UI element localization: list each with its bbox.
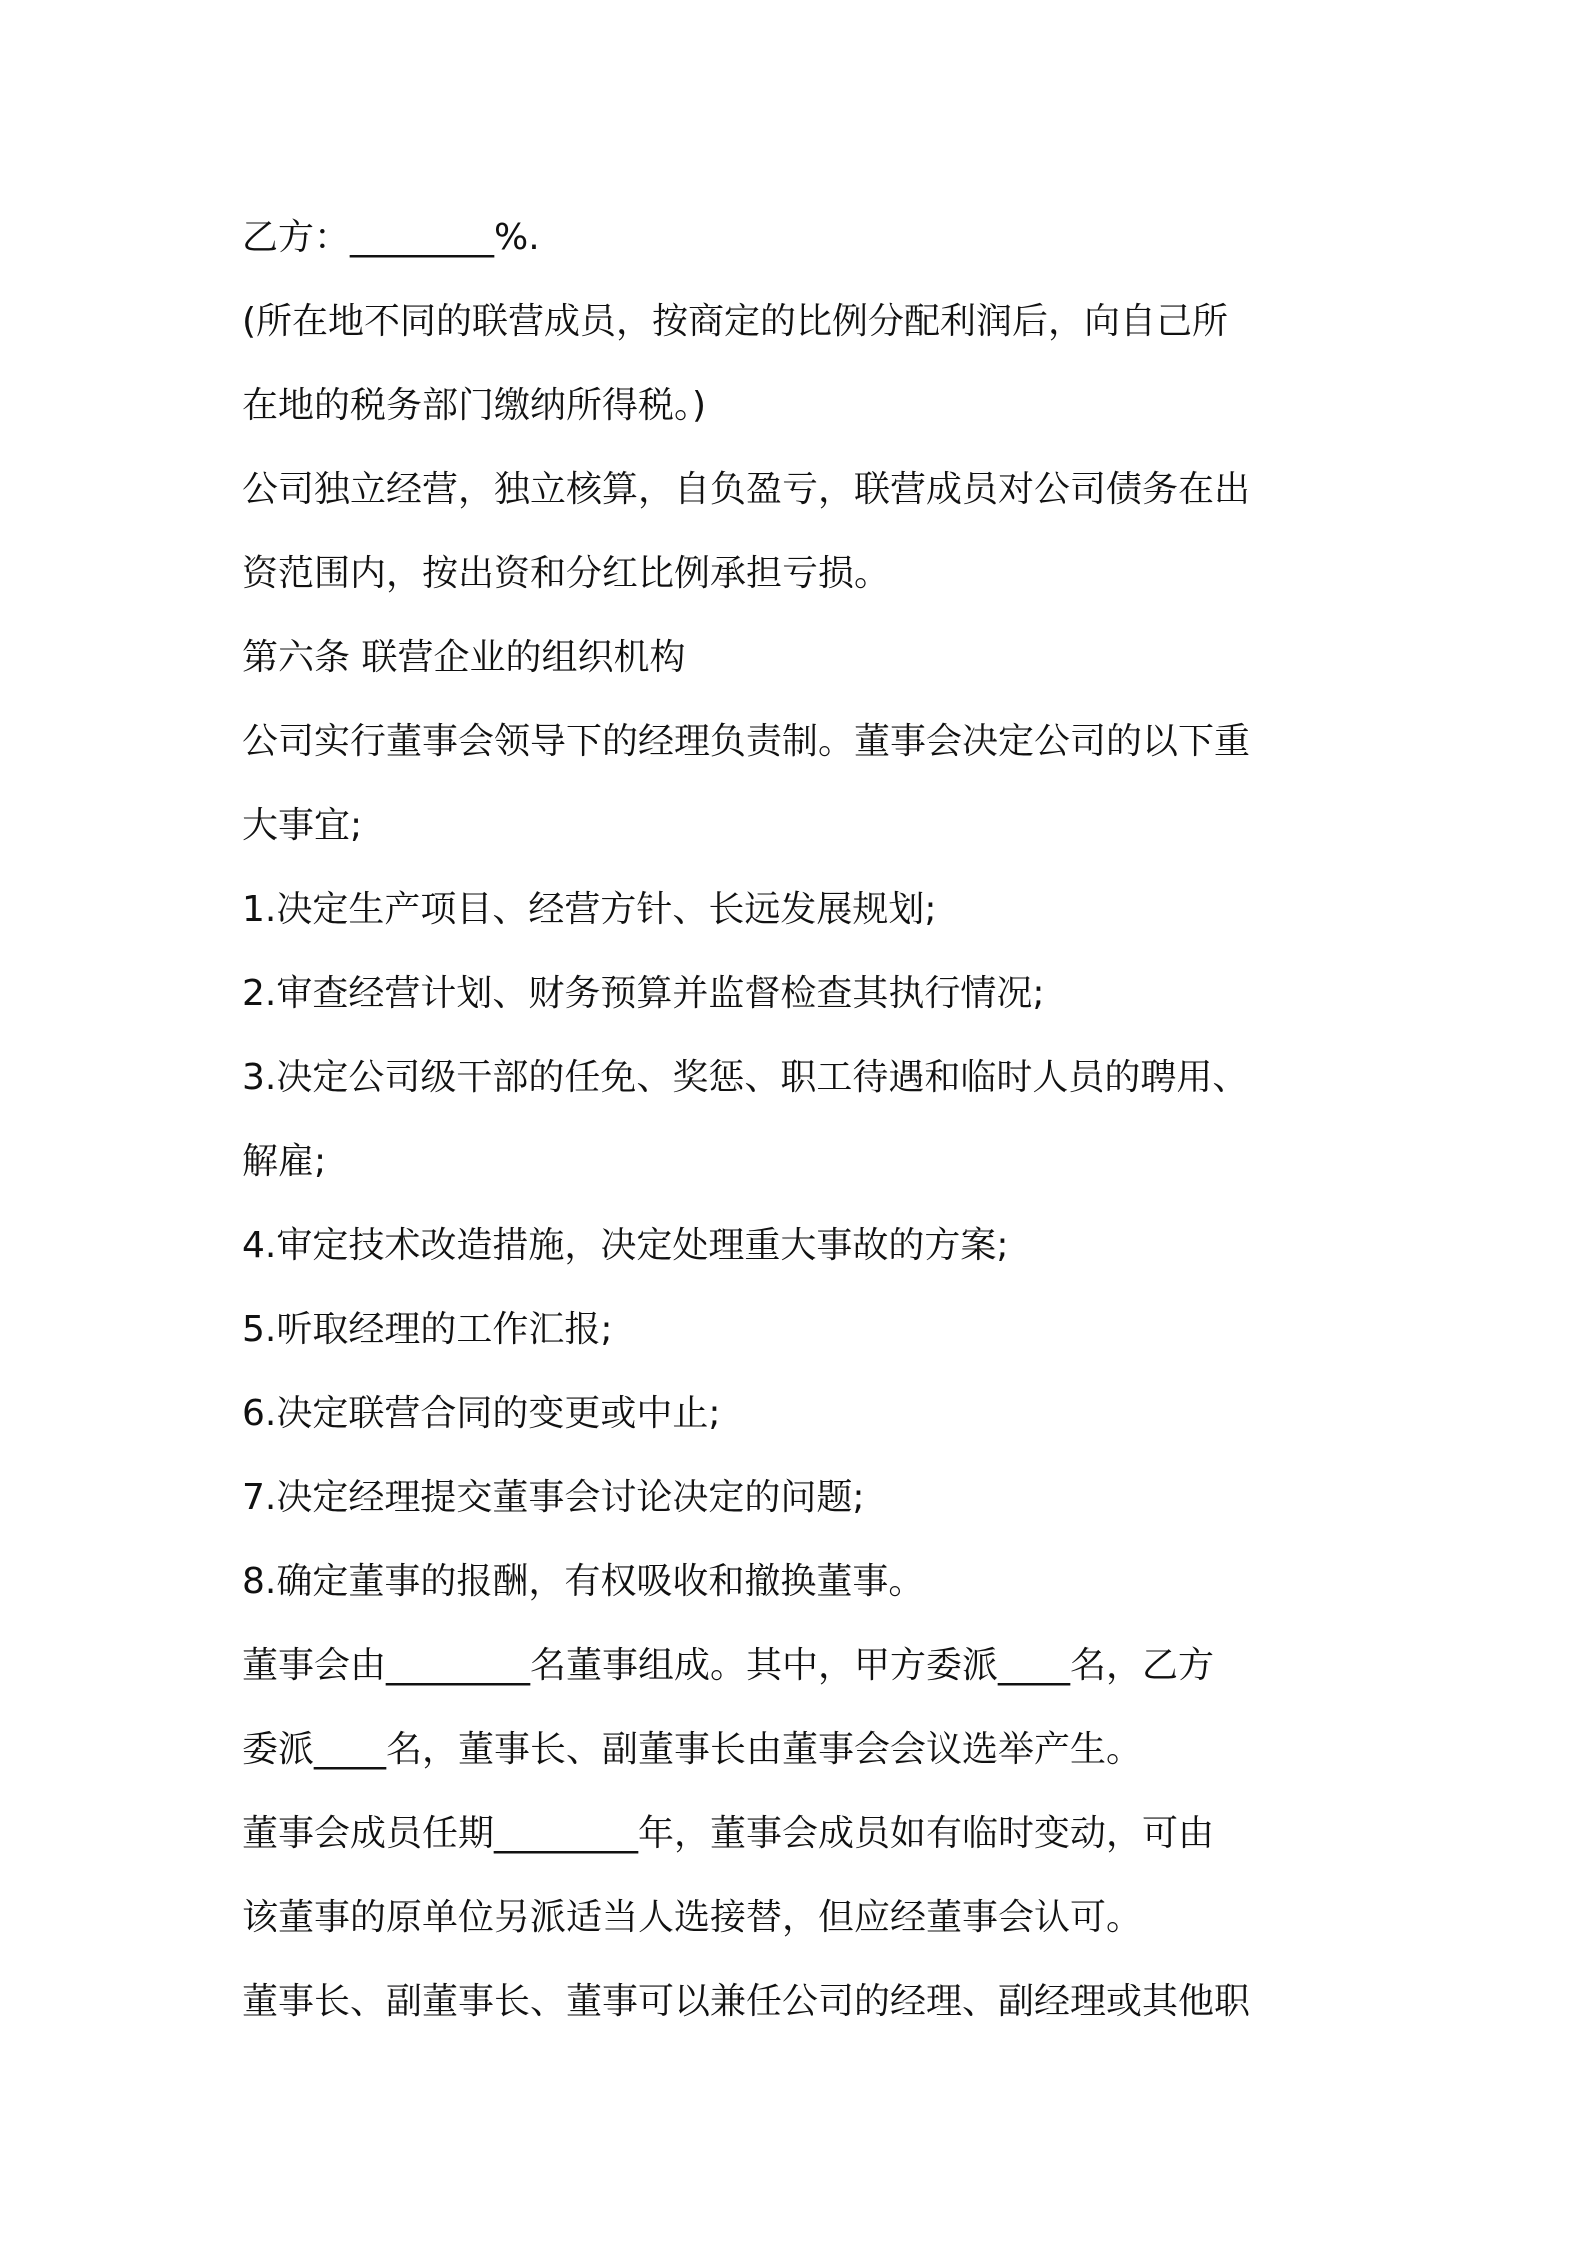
list-item: 8.确定董事的报酬，有权吸收和撤换董事。 <box>242 1561 925 1602</box>
text-line: 该董事的原单位另派适当人选接替，但应经董事会认可。 <box>242 1897 1143 1938</box>
text-line: 在地的税务部门缴纳所得税。) <box>242 385 707 426</box>
list-item: 2.审查经营计划、财务预算并监督检查其执行情况; <box>242 973 1045 1014</box>
list-item: 1.决定生产项目、经营方针、长远发展规划; <box>242 889 937 930</box>
text-line: 董事长、副董事长、董事可以兼任公司的经理、副经理或其他职 <box>242 1981 1251 2022</box>
list-item: 7.决定经理提交董事会讨论决定的问题; <box>242 1477 865 1518</box>
text-line: 公司独立经营，独立核算，自负盈亏，联营成员对公司债务在出 <box>242 469 1251 510</box>
text-line: 委派____名，董事长、副董事长由董事会会议选举产生。 <box>242 1729 1143 1770</box>
text-line: 董事会由________名董事组成。其中，甲方委派____名，乙方 <box>242 1645 1215 1686</box>
text-line-ratio-party-b: 乙方：________%. <box>242 217 540 258</box>
text-line: (所在地不同的联营成员，按商定的比例分配利润后，向自己所 <box>242 301 1229 342</box>
text-line: 大事宜; <box>242 805 363 846</box>
list-item: 4.审定技术改造措施，决定处理重大事故的方案; <box>242 1225 1009 1266</box>
document-body <box>242 196 1362 2044</box>
list-item-continuation: 解雇; <box>242 1141 327 1182</box>
list-item: 6.决定联营合同的变更或中止; <box>242 1393 721 1434</box>
section-heading: 第六条 联营企业的组织机构 <box>242 637 686 678</box>
text-line: 公司实行董事会领导下的经理负责制。董事会决定公司的以下重 <box>242 721 1251 762</box>
list-item: 3.决定公司级干部的任免、奖惩、职工待遇和临时人员的聘用、 <box>242 1057 1249 1098</box>
text-line: 资范围内，按出资和分红比例承担亏损。 <box>242 553 891 594</box>
text-line: 董事会成员任期________年，董事会成员如有临时变动，可由 <box>242 1813 1215 1854</box>
list-item: 5.听取经理的工作汇报; <box>242 1309 613 1350</box>
